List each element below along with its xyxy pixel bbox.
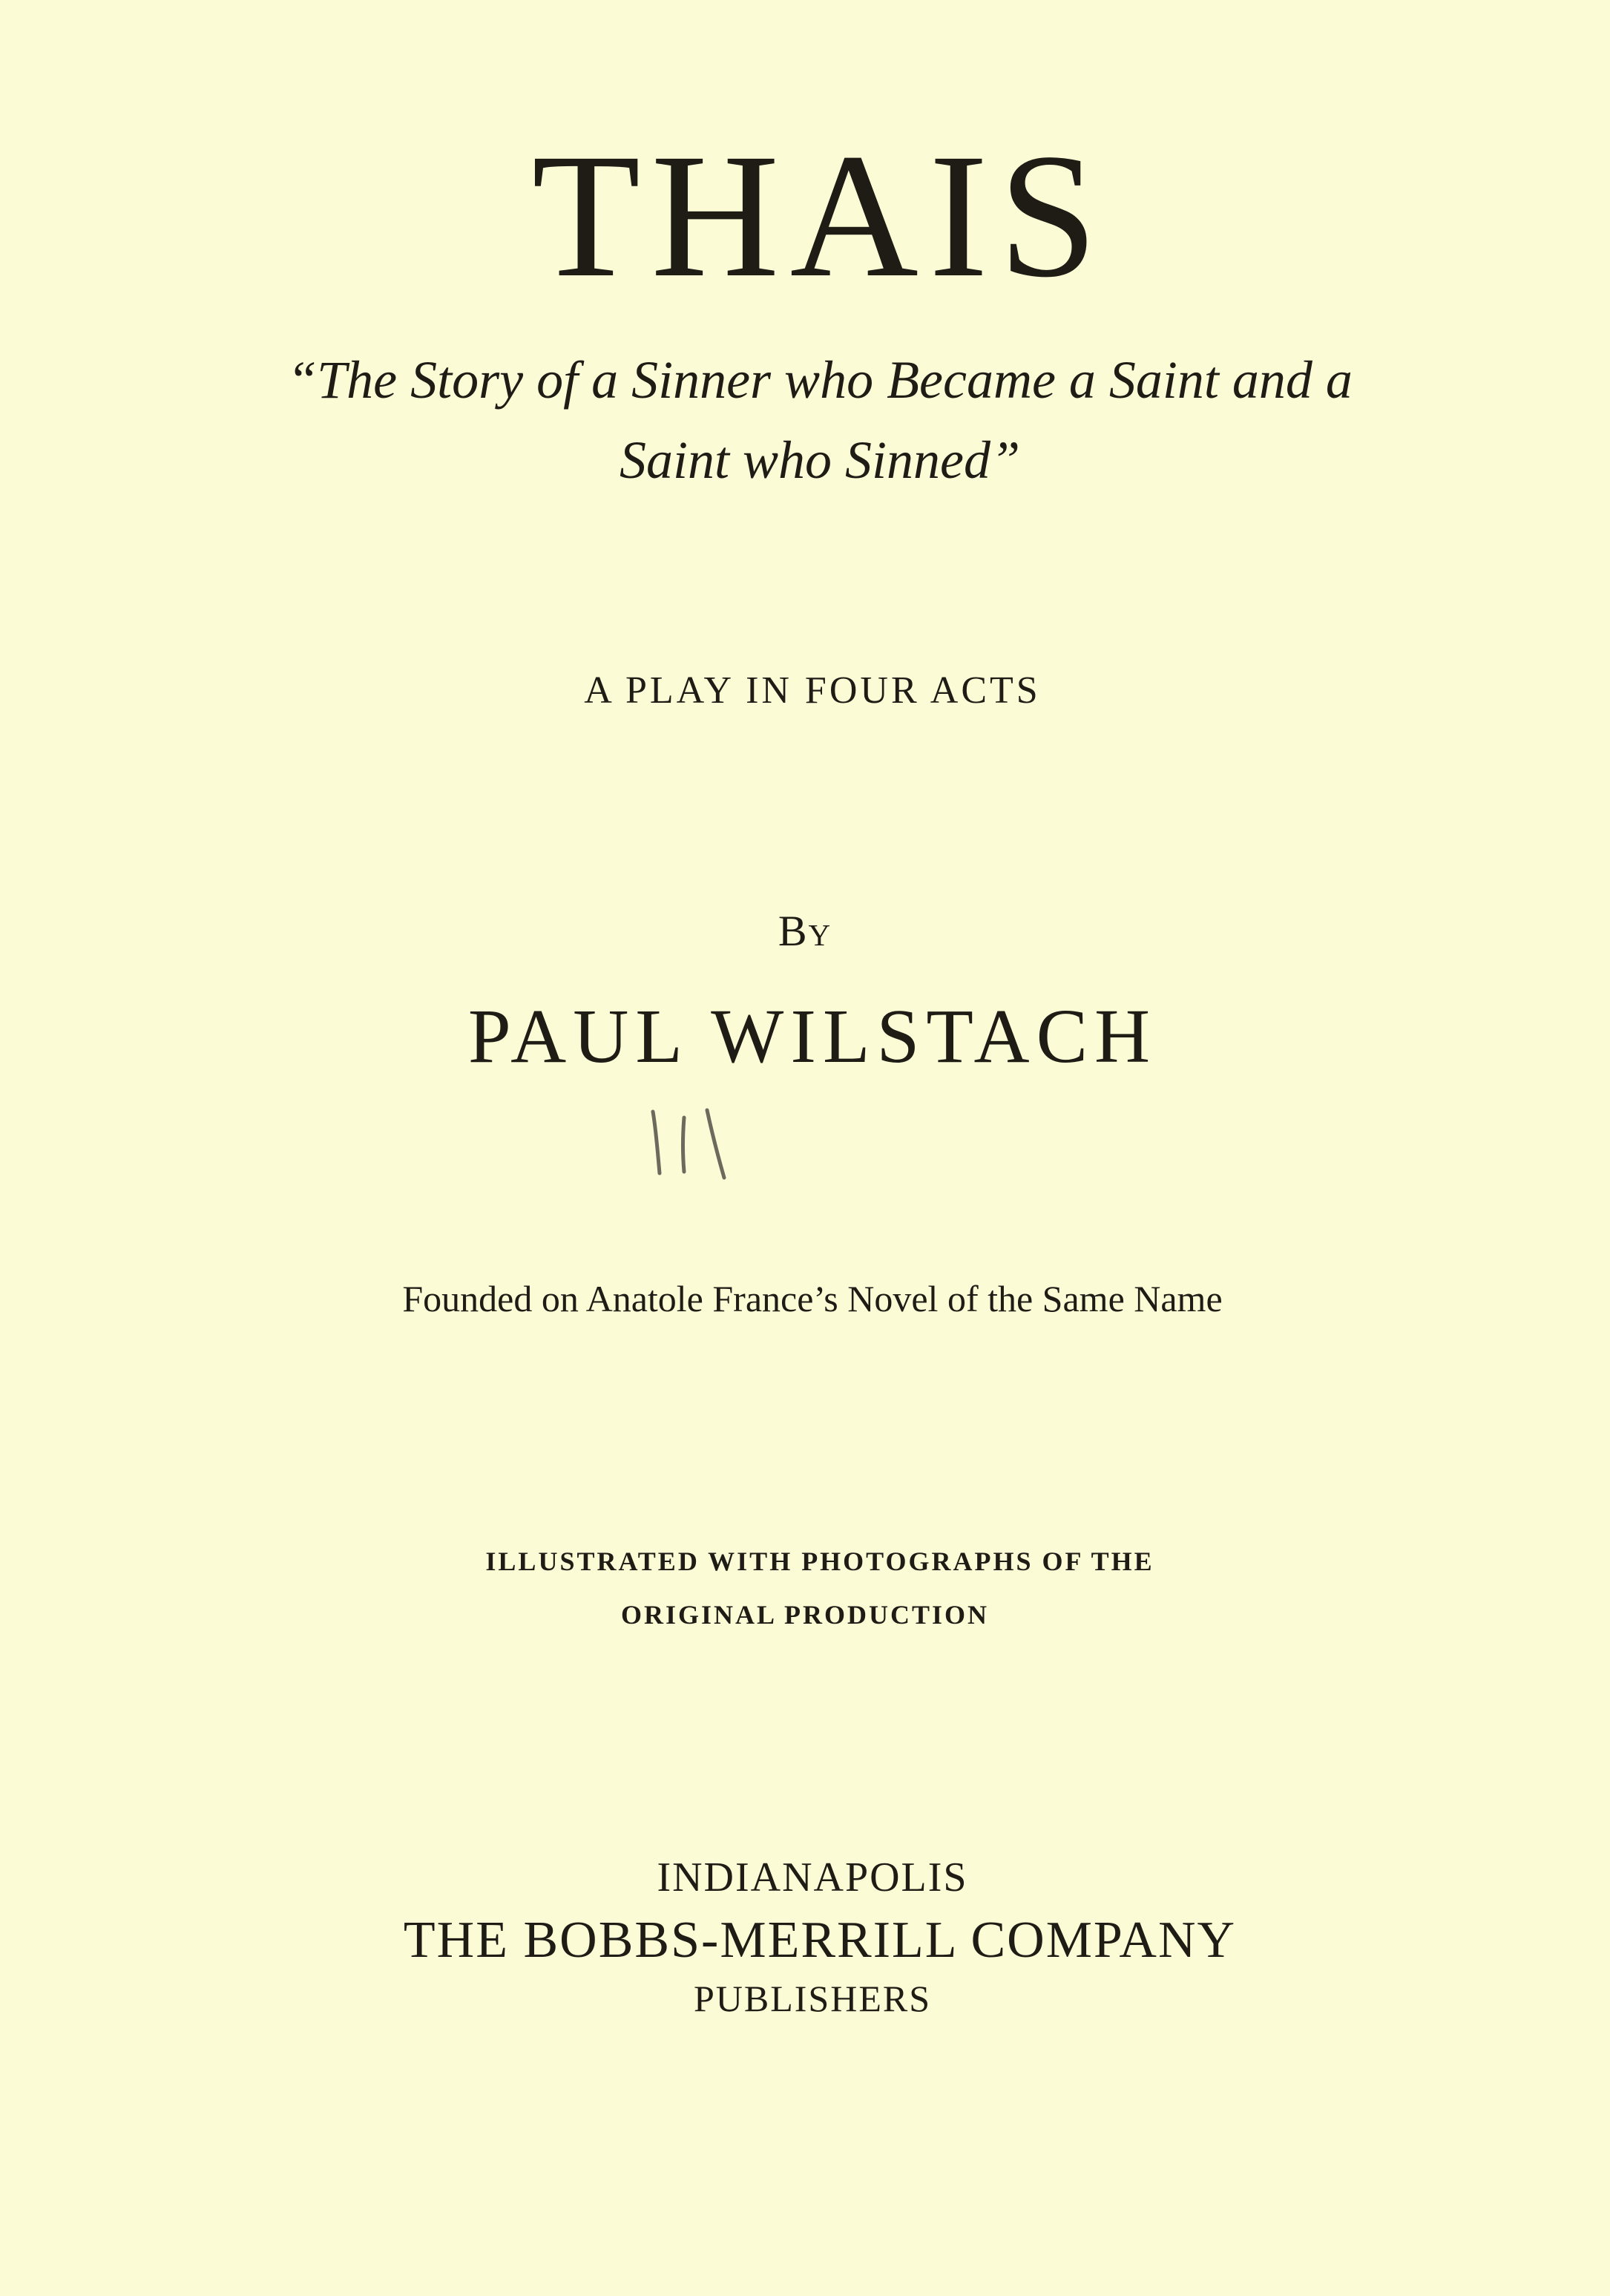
subtitle-line-1: “The Story of a Sinner who Became a Saint and a <box>287 350 1353 410</box>
illustration-note-line-2: ORIGINAL PRODUCTION <box>620 1600 990 1630</box>
publisher-city: INDIANAPOLIS <box>657 1854 968 1900</box>
by-label: By <box>778 907 832 955</box>
publisher-role: PUBLISHERS <box>693 1978 932 2019</box>
author-name: PAUL WILSTACH <box>467 994 1157 1079</box>
pencil-stroke <box>683 1118 685 1172</box>
pencil-stroke <box>707 1110 724 1178</box>
book-title: THAIS <box>531 117 1108 314</box>
source-note: Founded on Anatole France’s Novel of the Same Name <box>402 1278 1223 1319</box>
handwritten-pencil-marks <box>640 1103 743 1184</box>
pencil-stroke <box>653 1112 660 1173</box>
publisher-company: THE BOBBS-MERRILL COMPANY <box>403 1912 1237 1969</box>
illustration-note-line-1: ILLUSTRATED WITH PHOTOGRAPHS OF THE <box>485 1546 1154 1576</box>
play-description: A PLAY IN FOUR ACTS <box>584 669 1041 712</box>
subtitle-line-2: Saint who Sinned” <box>619 430 1021 490</box>
